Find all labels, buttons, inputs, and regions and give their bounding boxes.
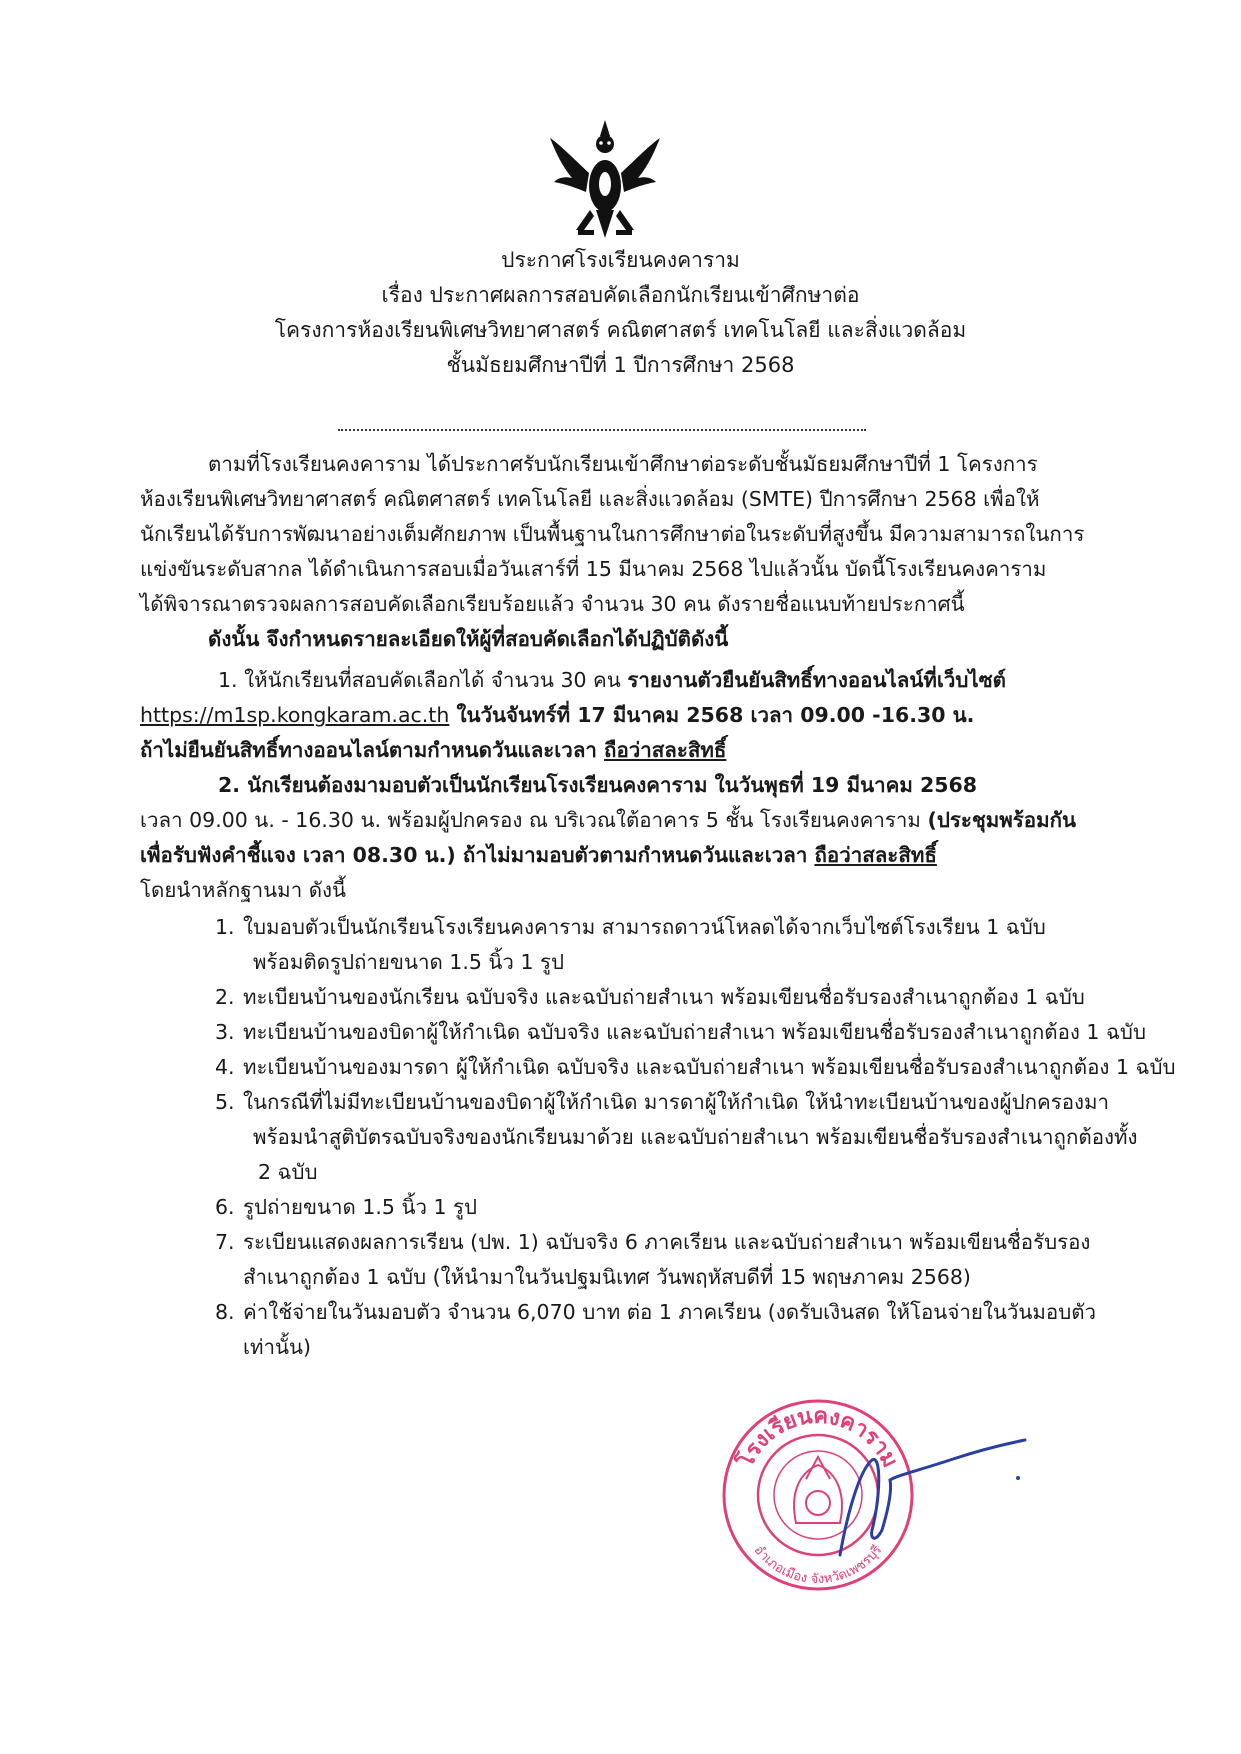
- header-program-line: โครงการห้องเรียนพิเศษวิทยาศาสตร์ คณิตศาสตร์ เทคโนโลยี และสิ่งแวดล้อม: [274, 318, 967, 342]
- list-item-continuation: 2 ฉบับ: [258, 1160, 318, 1184]
- intro-line-1: ตามที่โรงเรียนคงคาราม ได้ประกาศรับนักเรียนเข้าศึกษาต่อระดับชั้นมัธยมศึกษาปีที่ 1 โครงการ: [208, 452, 1038, 476]
- list-item-number: 6.: [215, 1195, 235, 1219]
- clause-1-line-3: [140, 733, 1130, 768]
- list-item-text: รูปถ่ายขนาด 1.5 นิ้ว 1 รูป: [243, 1195, 478, 1219]
- intro-line-2: ห้องเรียนพิเศษวิทยาศาสตร์ คณิตศาสตร์ เทคโนโลยี และสิ่งแวดล้อม (SMTE) ปีการศึกษา 2568 เพื่อให้: [140, 487, 1040, 511]
- registration-url-link[interactable]: https://m1sp.kongkaram.ac.th: [140, 703, 450, 727]
- list-item-number: 8.: [215, 1300, 235, 1324]
- clause-1-line-2: [140, 698, 1130, 733]
- list-item: [140, 1085, 1130, 1120]
- list-item-number: 2.: [215, 985, 235, 1009]
- clause-2-forfeit-underlined: ถือว่าสละสิทธิ์: [814, 843, 937, 867]
- documents-list: [140, 910, 1176, 1365]
- intro-line-5: ได้พิจารณาตรวจผลการสอบคัดเลือกเรียบร้อยแล้ว จำนวน 30 คน ดังรายชื่อแนบท้ายประกาศนี้: [140, 592, 965, 616]
- stamp-top-text: โรงเรียนคงคาราม: [733, 1403, 903, 1472]
- intro-line-3: นักเรียนได้รับการพัฒนาอย่างเต็มศักยภาพ เป็นพื้นฐานในการศึกษาต่อในระดับที่สูงขึ้น มีความสามารถในการ: [140, 522, 1085, 546]
- list-item: [140, 1015, 1146, 1050]
- list-item-text: ระเบียนแสดงผลการเรียน (ปพ. 1) ฉบับจริง 6 ภาคเรียน และฉบับถ่ายสำเนา พร้อมเขียนชื่อรับรอง: [243, 1230, 1091, 1254]
- clause-2-meeting-text: (ประชุมพร้อมกัน: [927, 808, 1077, 832]
- list-item-text: ค่าใช้จ่ายในวันมอบตัว จำนวน 6,070 บาท ต่อ 1 ภาคเรียน (งดรับเงินสด ให้โอนจ่ายในวันมอบตัว: [243, 1300, 1097, 1324]
- list-item-text: ในกรณีที่ไม่มีทะเบียนบ้านของบิดาผู้ให้กำเนิด มารดาผู้ให้กำเนิด ให้นำทะเบียนบ้านของผู้ปกครองมา: [243, 1090, 1110, 1114]
- clause-1-forfeit-underlined: ถือว่าสละสิทธิ์: [604, 738, 727, 762]
- clause-1-date-text: ในวันจันทร์ที่ 17 มีนาคม 2568 เวลา 09.00 -16.30 น.: [449, 703, 975, 727]
- announcement-body: [140, 447, 1176, 1365]
- header-school-line: ประกาศโรงเรียนคงคาราม: [501, 248, 740, 272]
- header-subject-line: เรื่อง ประกาศผลการสอบคัดเลือกนักเรียนเข้าศึกษาต่อ: [381, 283, 860, 307]
- stamp-bottom-text: อำเภอเมือง จังหวัดเพชรบุรี: [750, 1542, 886, 1588]
- list-item-number: 1.: [215, 915, 235, 939]
- clause-2-line-2: [140, 803, 1130, 838]
- list-item-number: 7.: [215, 1230, 235, 1254]
- clause-2-line-1: 2. นักเรียนต้องมามอบตัวเป็นนักเรียนโรงเรียนคงคาราม ในวันพุธที่ 19 มีนาคม 2568: [218, 773, 978, 797]
- clause-2-time-text: เวลา 09.00 น. - 16.30 น. พร้อมผู้ปกครอง ณ บริเวณใต้อาคาร 5 ชั้น โรงเรียนคงคาราม: [140, 808, 928, 832]
- list-item-continuation: พร้อมนำสูติบัตรฉบับจริงของนักเรียนมาด้วย และฉบับถ่ายสำเนา พร้อมเขียนชื่อรับรองสำเนาถูกต้องทั้ง: [253, 1125, 1138, 1149]
- announcement-header: [150, 243, 1091, 383]
- list-item: [140, 910, 1130, 945]
- list-item: [140, 1190, 1130, 1225]
- list-item-text: ทะเบียนบ้านของบิดาผู้ให้กำเนิด ฉบับจริง และฉบับถ่ายสำเนา พร้อมเขียนชื่อรับรองสำเนาถูกต้อง 1 ฉบับ: [243, 1020, 1146, 1044]
- list-item-continuation: สำเนาถูกต้อง 1 ฉบับ (ให้นำมาในวันปฐมนิเทศ วันพฤหัสบดีที่ 15 พฤษภาคม 2568): [243, 1265, 971, 1289]
- clause-1-bold-text: รายงานตัวยืนยันสิทธิ์ทางออนไลน์ที่เว็บไซต์: [627, 668, 1006, 692]
- clause-1-line-1: [140, 663, 1130, 698]
- garuda-emblem-icon: [548, 118, 663, 248]
- list-item-number: 4.: [215, 1055, 235, 1079]
- header-grade-line: ชั้นมัธยมศึกษาปีที่ 1 ปีการศึกษา 2568: [446, 353, 795, 377]
- list-item-number: 5.: [215, 1090, 235, 1114]
- list-item-continuation: เท่านั้น): [243, 1335, 312, 1359]
- list-item-number: 3.: [215, 1020, 235, 1044]
- list-item-continuation: พร้อมติดรูปถ่ายขนาด 1.5 นิ้ว 1 รูป: [253, 950, 565, 974]
- clause-2-briefing-text: เพื่อรับฟังคำชี้แจง เวลา 08.30 น.) ถ้าไม่มามอบตัวตามกำหนดวันและเวลา: [140, 843, 815, 867]
- clause-2-line-3: [140, 838, 1130, 873]
- list-item-text: ใบมอบตัวเป็นนักเรียนโรงเรียนคงคาราม สามารถดาวน์โหลดได้จากเว็บไซต์โรงเรียน 1 ฉบับ: [243, 915, 1046, 939]
- dotted-divider: [338, 429, 866, 431]
- clause-2-evidence-line: โดยนำหลักฐานมา ดังนี้: [140, 878, 347, 902]
- list-item: [140, 1050, 1176, 1085]
- clause-1-forfeit-text: ถ้าไม่ยืนยันสิทธิ์ทางออนไลน์ตามกำหนดวันและเวลา: [140, 738, 605, 762]
- list-item-text: ทะเบียนบ้านของนักเรียน ฉบับจริง และฉบับถ่ายสำเนา พร้อมเขียนชื่อรับรองสำเนาถูกต้อง 1 ฉบับ: [243, 985, 1085, 1009]
- signature: [820, 1430, 1030, 1560]
- therefore-line: ดังนั้น จึงกำหนดรายละเอียดให้ผู้ที่สอบคัดเลือกได้ปฏิบัติดังนี้: [208, 627, 729, 651]
- list-item: [140, 980, 1130, 1015]
- list-item: [140, 1225, 1130, 1260]
- list-item-text: ทะเบียนบ้านของมารดา ผู้ให้กำเนิด ฉบับจริง และฉบับถ่ายสำเนา พร้อมเขียนชื่อรับรองสำเนาถูกต้อง 1 ฉบับ: [243, 1055, 1176, 1079]
- clause-1-text: 1. ให้นักเรียนที่สอบคัดเลือกได้ จำนวน 30 คน: [218, 668, 628, 692]
- intro-line-4: แข่งขันระดับสากล ได้ดำเนินการสอบเมื่อวันเสาร์ที่ 15 มีนาคม 2568 ไปแล้วนั้น บัดนี้โรงเรียนคงคาราม: [140, 557, 1047, 581]
- list-item: [140, 1295, 1130, 1330]
